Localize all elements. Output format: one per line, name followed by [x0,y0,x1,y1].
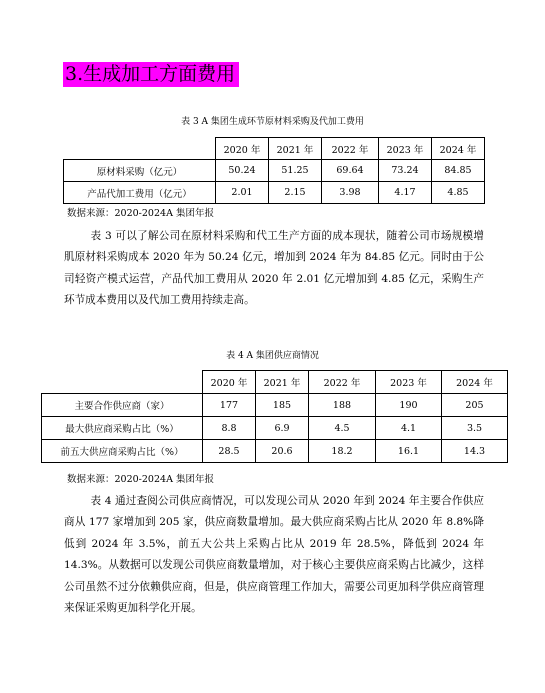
table-cell: 6.9 [256,417,309,440]
table4-caption: 表 4 A 集团供应商情况 [226,351,319,361]
table-cell: 177 [203,394,256,417]
table-header-row [42,371,508,394]
table-header-cell: 2021 年 [269,138,322,160]
table-cell: 8.8 [203,417,256,440]
table3-caption: 表 3 A 集团生成环节原材料采购及代加工费用 [181,117,364,127]
table-cell: 2.15 [269,182,322,204]
paragraph-2: 表 4 通过查阅公司供应商情况，可以发现公司从 2020 年到 2024 年主要合作供应商从 177 家增加到 205 家，供应商数量增加。最大供应商采购占比从 2020 年 8.8%降低到 2024 年 3.5%，前五大公共上采购占比从 2019 年 28.5%，降低到 2024 年 14.3%。从数据可以发现公司供应商数量增加，对于核心主要供应商采购占比减少，这样公司虽然不过分依赖供应商，但是，供应商管理工作加大，需要公司更加科学供应商管理来保证采购更加科学化开展。 [64,495,484,615]
table4-suppliers [41,370,508,463]
table-cell: 28.5 [203,440,256,463]
table-cell: 4.17 [379,182,432,204]
table-header-cell: 2022 年 [322,138,379,160]
table-corner-cell [42,371,203,394]
table-row [64,182,485,204]
table-header-cell: 2023 年 [376,371,442,394]
table-cell: 73.24 [379,160,432,182]
table-cell: 69.64 [322,160,379,182]
table-row-label: 主要合作供应商（家） [42,394,203,417]
table-cell: 2.01 [216,182,269,204]
table-cell: 3.98 [322,182,379,204]
table-cell: 205 [442,394,508,417]
table-cell: 16.1 [376,440,442,463]
table-row [42,440,508,463]
table-header-row [64,138,485,160]
table-header-cell: 2024 年 [432,138,485,160]
table-cell: 185 [256,394,309,417]
table-cell: 50.24 [216,160,269,182]
table-cell: 188 [309,394,376,417]
table-header-cell: 2020 年 [216,138,269,160]
table-cell: 4.85 [432,182,485,204]
table-header-cell: 2020 年 [203,371,256,394]
table-cell: 3.5 [442,417,508,440]
table-cell: 18.2 [309,440,376,463]
table-header-cell: 2023 年 [379,138,432,160]
table-cell: 14.3 [442,440,508,463]
table-header-cell: 2021 年 [256,371,309,394]
paragraph-1: 表 3 可以了解公司在原材料采购和代工生产方面的成本现状，随着公司市场规模增肌原材料采购成本 2020 年为 50.24 亿元，增加到 2024 年为 84.85 亿元。同时由于公司轻资产模式运营，产品代加工费用从 2020 年 2.01 亿元增加到 4.85 亿元，采购生产环节成本费用以及代加工费用持续走高。 [64,230,484,307]
table-cell: 190 [376,394,442,417]
table4-source: 数据来源：2020-2024A 集团年报 [67,474,214,485]
table-header-cell: 2024 年 [442,371,508,394]
table-row-label: 产品代加工费用（亿元） [64,182,216,204]
table-cell: 51.25 [269,160,322,182]
section-heading: 3.生成加工方面费用 [63,62,239,87]
table-row-label: 前五大供应商采购占比（%） [42,440,203,463]
table-cell: 20.6 [256,440,309,463]
table-header-cell: 2022 年 [309,371,376,394]
table-row [42,417,508,440]
table3-source: 数据来源：2020-2024A 集团年报 [67,208,214,219]
table-row-label: 原材料采购（亿元） [64,160,216,182]
table-corner-cell [64,138,216,160]
table-cell: 4.1 [376,417,442,440]
table-cell: 84.85 [432,160,485,182]
table-row-label: 最大供应商采购占比（%） [42,417,203,440]
table-cell: 4.5 [309,417,376,440]
table3-material-costs [63,137,485,204]
table-row [64,160,485,182]
table-row [42,394,508,417]
